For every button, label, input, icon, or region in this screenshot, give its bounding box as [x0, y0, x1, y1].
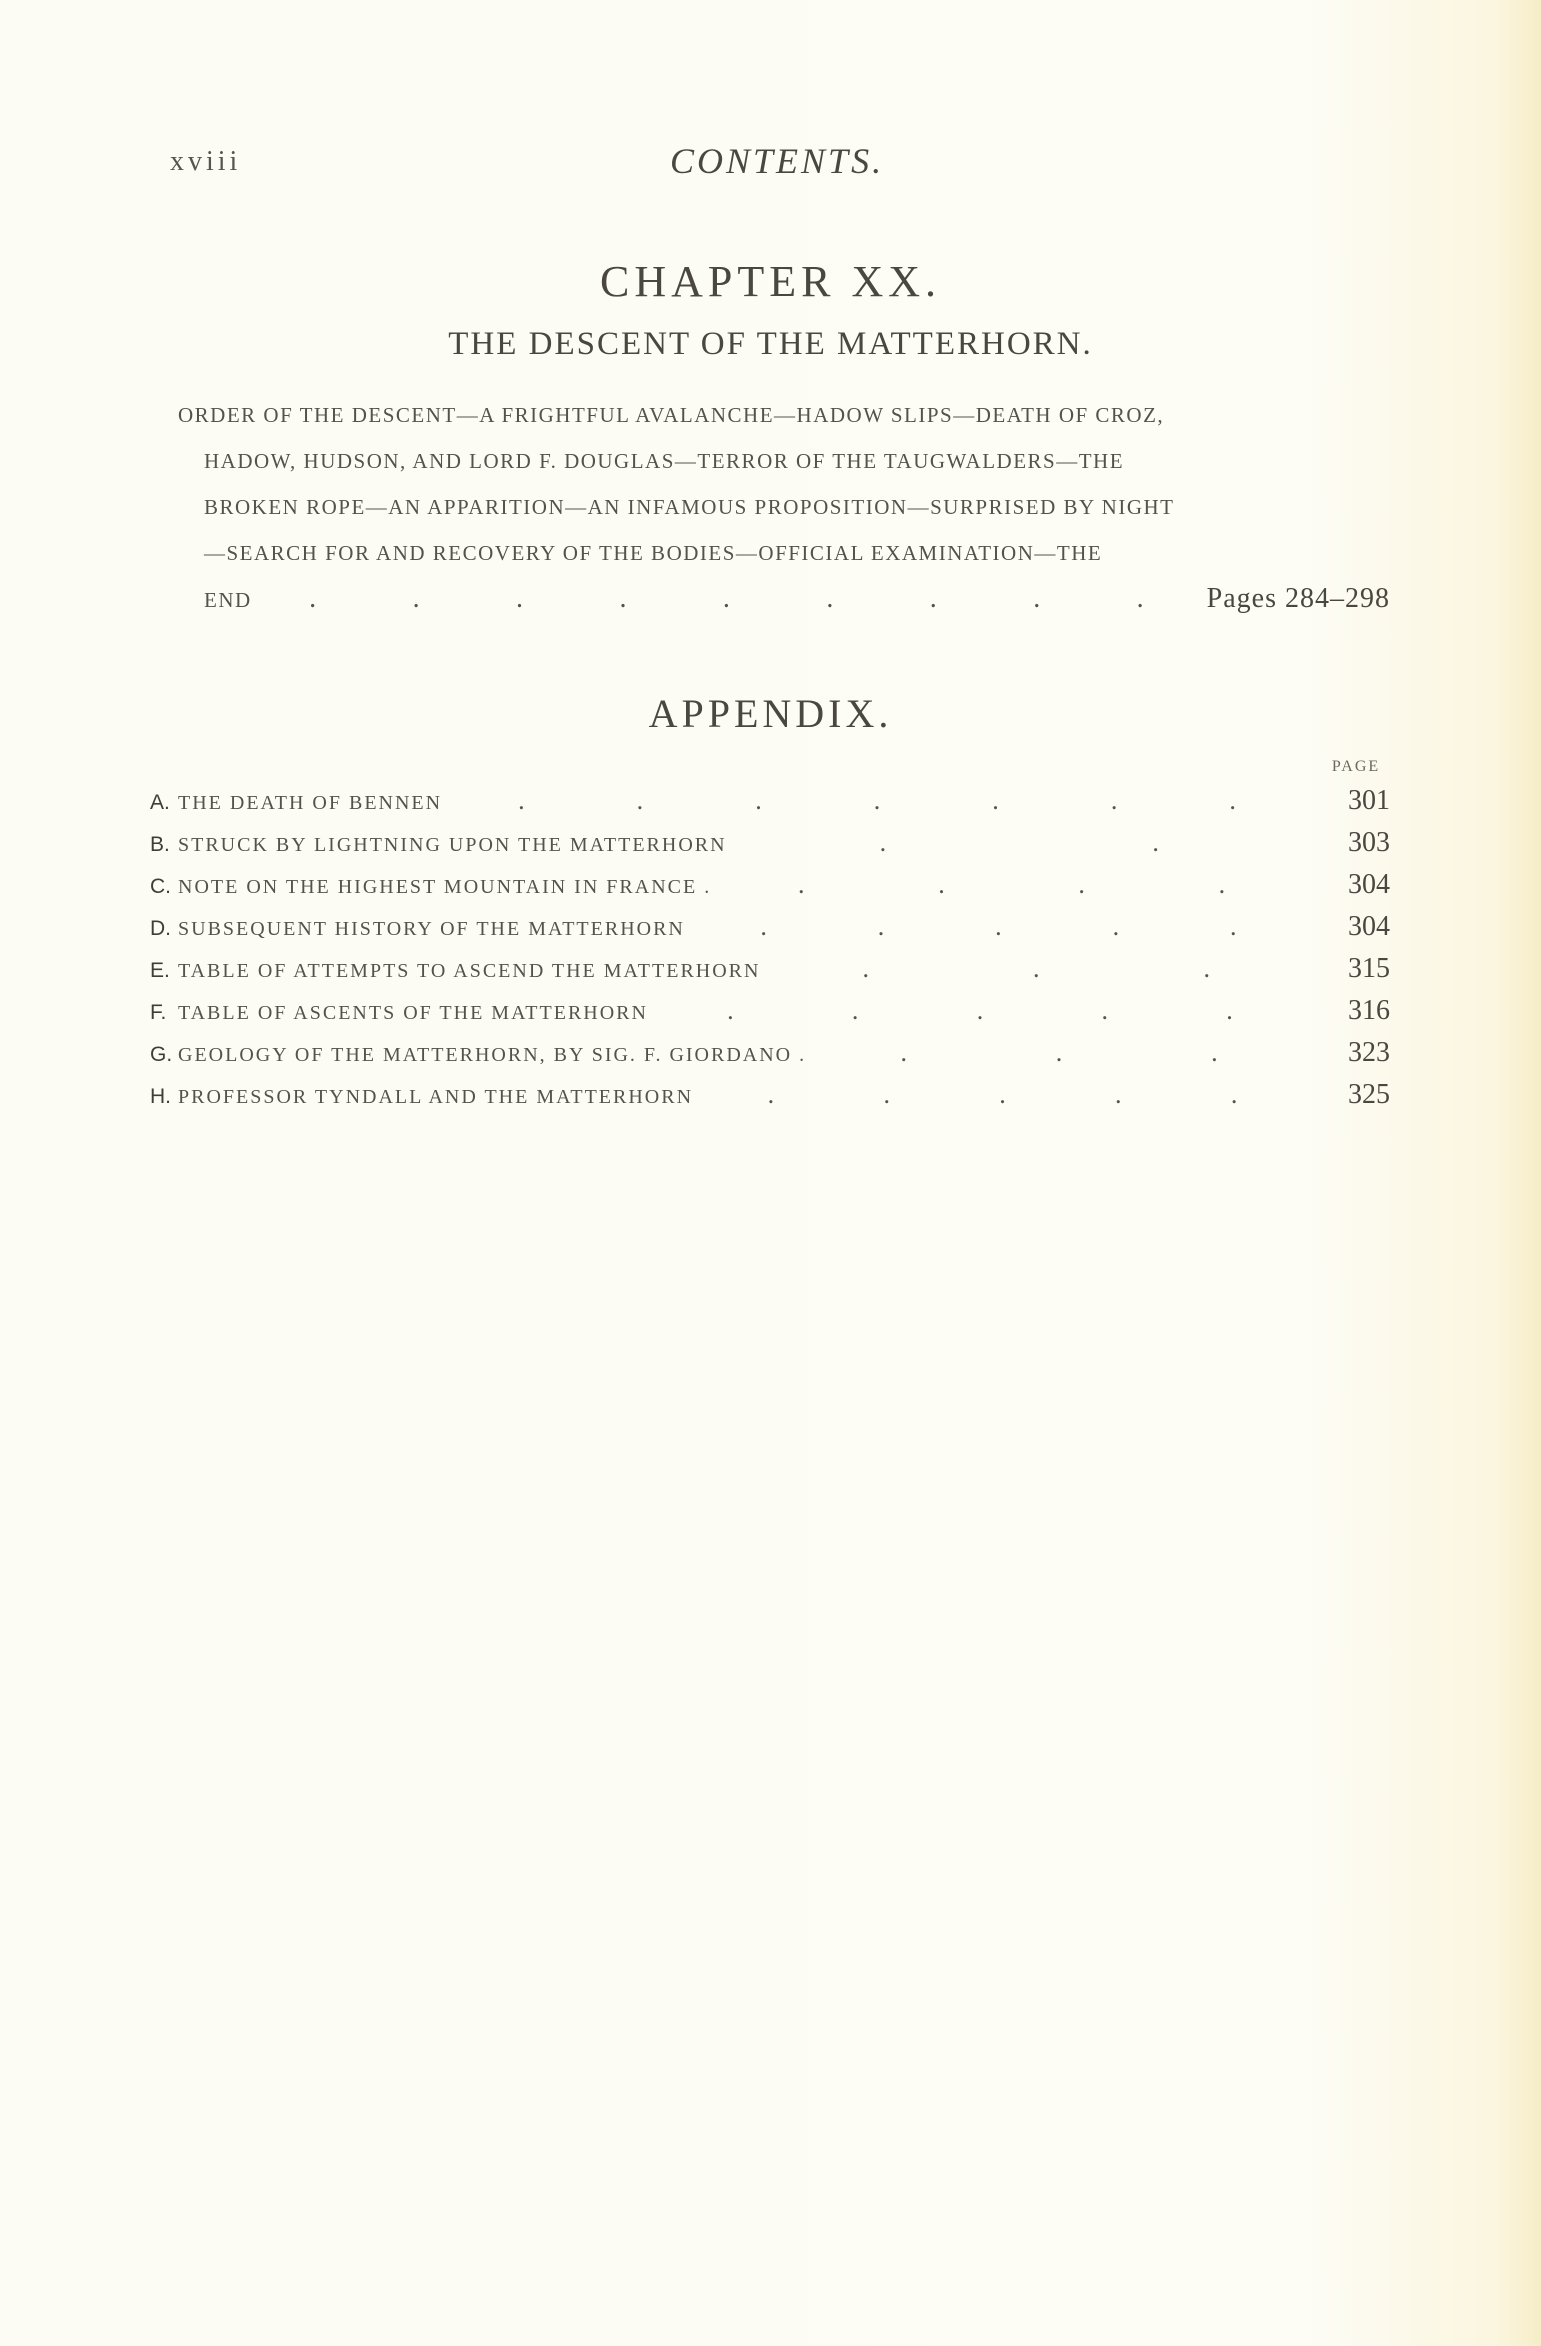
- chapter-title: THE DESCENT OF THE MATTERHORN.: [448, 326, 1093, 362]
- leader-dots: . .: [879, 828, 1159, 857]
- synopsis-line: [178, 530, 1390, 576]
- appendix-entry: [150, 780, 1390, 822]
- entry-page: 325: [1348, 1079, 1390, 1110]
- entry-letter: D.: [150, 917, 171, 940]
- entry-page: 323: [1348, 1037, 1390, 1068]
- entry-title: TABLE OF ATTEMPTS TO ASCEND THE MATTERHORN: [178, 960, 761, 982]
- leader-dots: . . .: [862, 954, 1210, 983]
- entry-letter: B.: [150, 833, 170, 856]
- entry-letter: A.: [150, 791, 170, 814]
- entry-letter: F.: [150, 1001, 167, 1024]
- appendix-entry: [150, 906, 1390, 948]
- entry-letter: C.: [150, 875, 171, 898]
- page-column-heading: PAGE: [1331, 758, 1381, 775]
- appendix-title: APPENDIX.: [648, 691, 893, 736]
- entry-page: 315: [1348, 953, 1390, 984]
- entry-page: 316: [1348, 995, 1390, 1026]
- synopsis-line-text: —SEARCH FOR AND RECOVERY OF THE BODIES—OFFICIAL EXAMINATION—THE: [204, 541, 1103, 565]
- synopsis-line: [178, 484, 1390, 530]
- synopsis-line-text: ORDER OF THE DESCENT—A FRIGHTFUL AVALANCHE—HADOW SLIPS—DEATH OF CROZ,: [178, 403, 1165, 427]
- leader-dots: . . .: [900, 1038, 1218, 1067]
- synopsis-line: [178, 438, 1390, 484]
- appendix-list: [150, 780, 1390, 1116]
- running-title: CONTENTS.: [670, 141, 885, 181]
- appendix-entry: [150, 1032, 1390, 1074]
- chapter-synopsis: [178, 392, 1390, 622]
- synopsis-line-text: HADOW, HUDSON, AND LORD F. DOUGLAS—TERROR OF THE TAUGWALDERS—THE: [204, 449, 1125, 473]
- entry-page: 301: [1348, 785, 1390, 816]
- entry-title: NOTE ON THE HIGHEST MOUNTAIN IN FRANCE .: [178, 876, 712, 898]
- entry-title: SUBSEQUENT HISTORY OF THE MATTERHORN: [178, 918, 685, 940]
- synopsis-line: [178, 392, 1390, 438]
- chapter-number: CHAPTER XX.: [599, 257, 942, 306]
- page-folio: xviii: [170, 146, 242, 177]
- appendix-entry: [150, 864, 1390, 906]
- entry-title: TABLE OF ASCENTS OF THE MATTERHORN: [178, 1002, 648, 1024]
- appendix-entry: [150, 1074, 1390, 1116]
- page-header: [170, 140, 1390, 190]
- leader-dots: . . . . . . . . .: [309, 583, 1146, 614]
- appendix-entry: [150, 822, 1390, 864]
- leader-dots: . . . . . . .: [518, 786, 1236, 815]
- chapter-pages: Pages 284–298: [1206, 583, 1390, 614]
- entry-page: 303: [1348, 827, 1390, 858]
- synopsis-line-text: END: [204, 588, 252, 612]
- synopsis-last-line: [178, 576, 1390, 622]
- synopsis-line-text: BROKEN ROPE—AN APPARITION—AN INFAMOUS PROPOSITION—SURPRISED BY NIGHT: [204, 495, 1175, 519]
- entry-title: THE DEATH OF BENNEN: [178, 792, 443, 814]
- entry-page: 304: [1348, 869, 1390, 900]
- leader-dots: . . . . .: [760, 912, 1237, 941]
- leader-dots: . . . . .: [727, 996, 1233, 1025]
- appendix-entry: [150, 948, 1390, 990]
- leader-dots: . . . .: [798, 870, 1226, 899]
- entry-letter: G.: [150, 1043, 173, 1066]
- entry-title: GEOLOGY OF THE MATTERHORN, BY SIG. F. GIORDANO .: [178, 1044, 807, 1066]
- appendix-entry: [150, 990, 1390, 1032]
- entry-title: STRUCK BY LIGHTNING UPON THE MATTERHORN: [178, 834, 727, 856]
- leader-dots: . . . . .: [767, 1080, 1238, 1109]
- entry-title: PROFESSOR TYNDALL AND THE MATTERHORN: [178, 1086, 694, 1108]
- entry-letter: E.: [150, 959, 170, 982]
- entry-letter: H.: [150, 1085, 171, 1108]
- entry-page: 304: [1348, 911, 1390, 942]
